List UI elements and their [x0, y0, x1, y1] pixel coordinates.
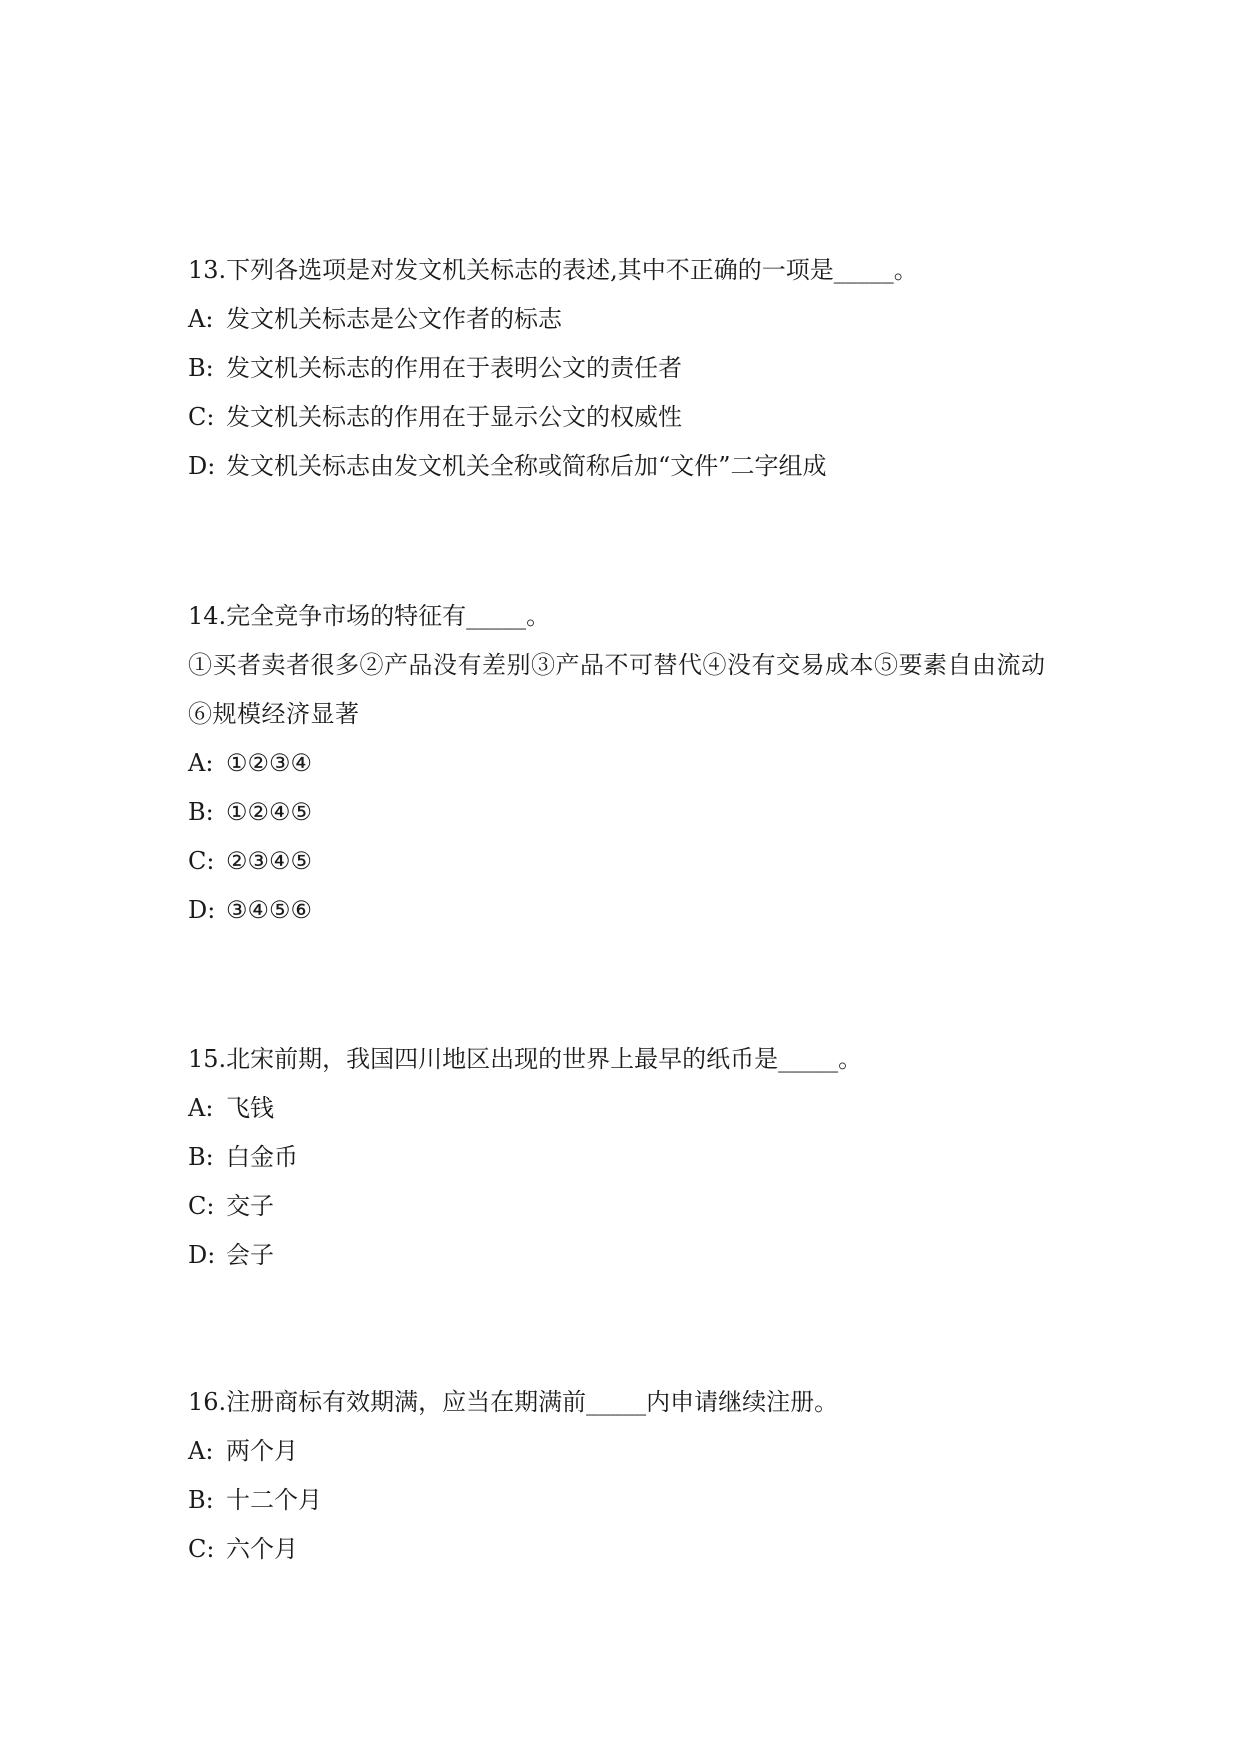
option-letter: A:	[188, 1437, 214, 1465]
option-letter: C:	[188, 847, 215, 875]
option-letter: C:	[188, 1535, 215, 1563]
question-15	[188, 1035, 1068, 1280]
option-letter: B:	[188, 354, 214, 382]
option-letter: B:	[188, 798, 214, 826]
question-statements: ①买者卖者很多②产品没有差别③产品不可替代④没有交易成本⑤要素自由流动⑥规模经济显著	[188, 651, 1046, 728]
option-letter: D:	[188, 452, 216, 480]
option-a	[188, 295, 1068, 344]
option-letter: D:	[188, 896, 216, 924]
option-d	[188, 886, 1068, 935]
option-a	[188, 739, 1068, 788]
option-letter: C:	[188, 403, 215, 431]
option-text: 发文机关标志的作用在于显示公文的权威性	[226, 403, 682, 431]
option-b	[188, 788, 1068, 837]
question-stem: 13.下列各选项是对发文机关标志的表述,其中不正确的一项是_____。	[188, 256, 918, 284]
option-d	[188, 442, 1068, 491]
question-16	[188, 1378, 1068, 1574]
option-text: 发文机关标志由发文机关全称或简称后加“文件”二字组成	[226, 452, 827, 480]
option-d	[188, 1231, 1068, 1280]
option-letter: D:	[188, 1241, 216, 1269]
option-letter: A:	[188, 749, 214, 777]
question-stem: 16.注册商标有效期满，应当在期满前_____内申请继续注册。	[188, 1388, 839, 1416]
option-c	[188, 1182, 1068, 1231]
option-text: ②③④⑤	[226, 847, 313, 875]
option-b	[188, 344, 1068, 393]
option-letter: B:	[188, 1143, 214, 1171]
option-letter: B:	[188, 1486, 214, 1514]
option-text: 两个月	[226, 1437, 298, 1465]
option-text: 白金币	[226, 1143, 298, 1171]
option-text: 交子	[226, 1192, 274, 1220]
option-text: ③④⑤⑥	[226, 896, 313, 924]
option-text: 会子	[226, 1241, 274, 1269]
option-text: 六个月	[226, 1535, 298, 1563]
option-c	[188, 393, 1068, 442]
option-a	[188, 1427, 1068, 1476]
question-13	[188, 246, 1068, 491]
option-b	[188, 1476, 1068, 1525]
option-text: 发文机关标志的作用在于表明公文的责任者	[226, 354, 682, 382]
question-14	[188, 592, 1068, 935]
option-letter: A:	[188, 1094, 214, 1122]
option-letter: C:	[188, 1192, 215, 1220]
option-a	[188, 1084, 1068, 1133]
option-c	[188, 837, 1068, 886]
option-text: ①②③④	[226, 749, 313, 777]
option-text: 飞钱	[226, 1094, 274, 1122]
option-letter: A:	[188, 305, 214, 333]
question-stem: 14.完全竞争市场的特征有_____。	[188, 602, 551, 630]
option-c	[188, 1525, 1068, 1574]
option-text: 十二个月	[226, 1486, 322, 1514]
option-text: 发文机关标志是公文作者的标志	[226, 305, 562, 333]
option-b	[188, 1133, 1068, 1182]
option-text: ①②④⑤	[226, 798, 313, 826]
question-stem: 15.北宋前期，我国四川地区出现的世界上最早的纸币是_____。	[188, 1045, 863, 1073]
